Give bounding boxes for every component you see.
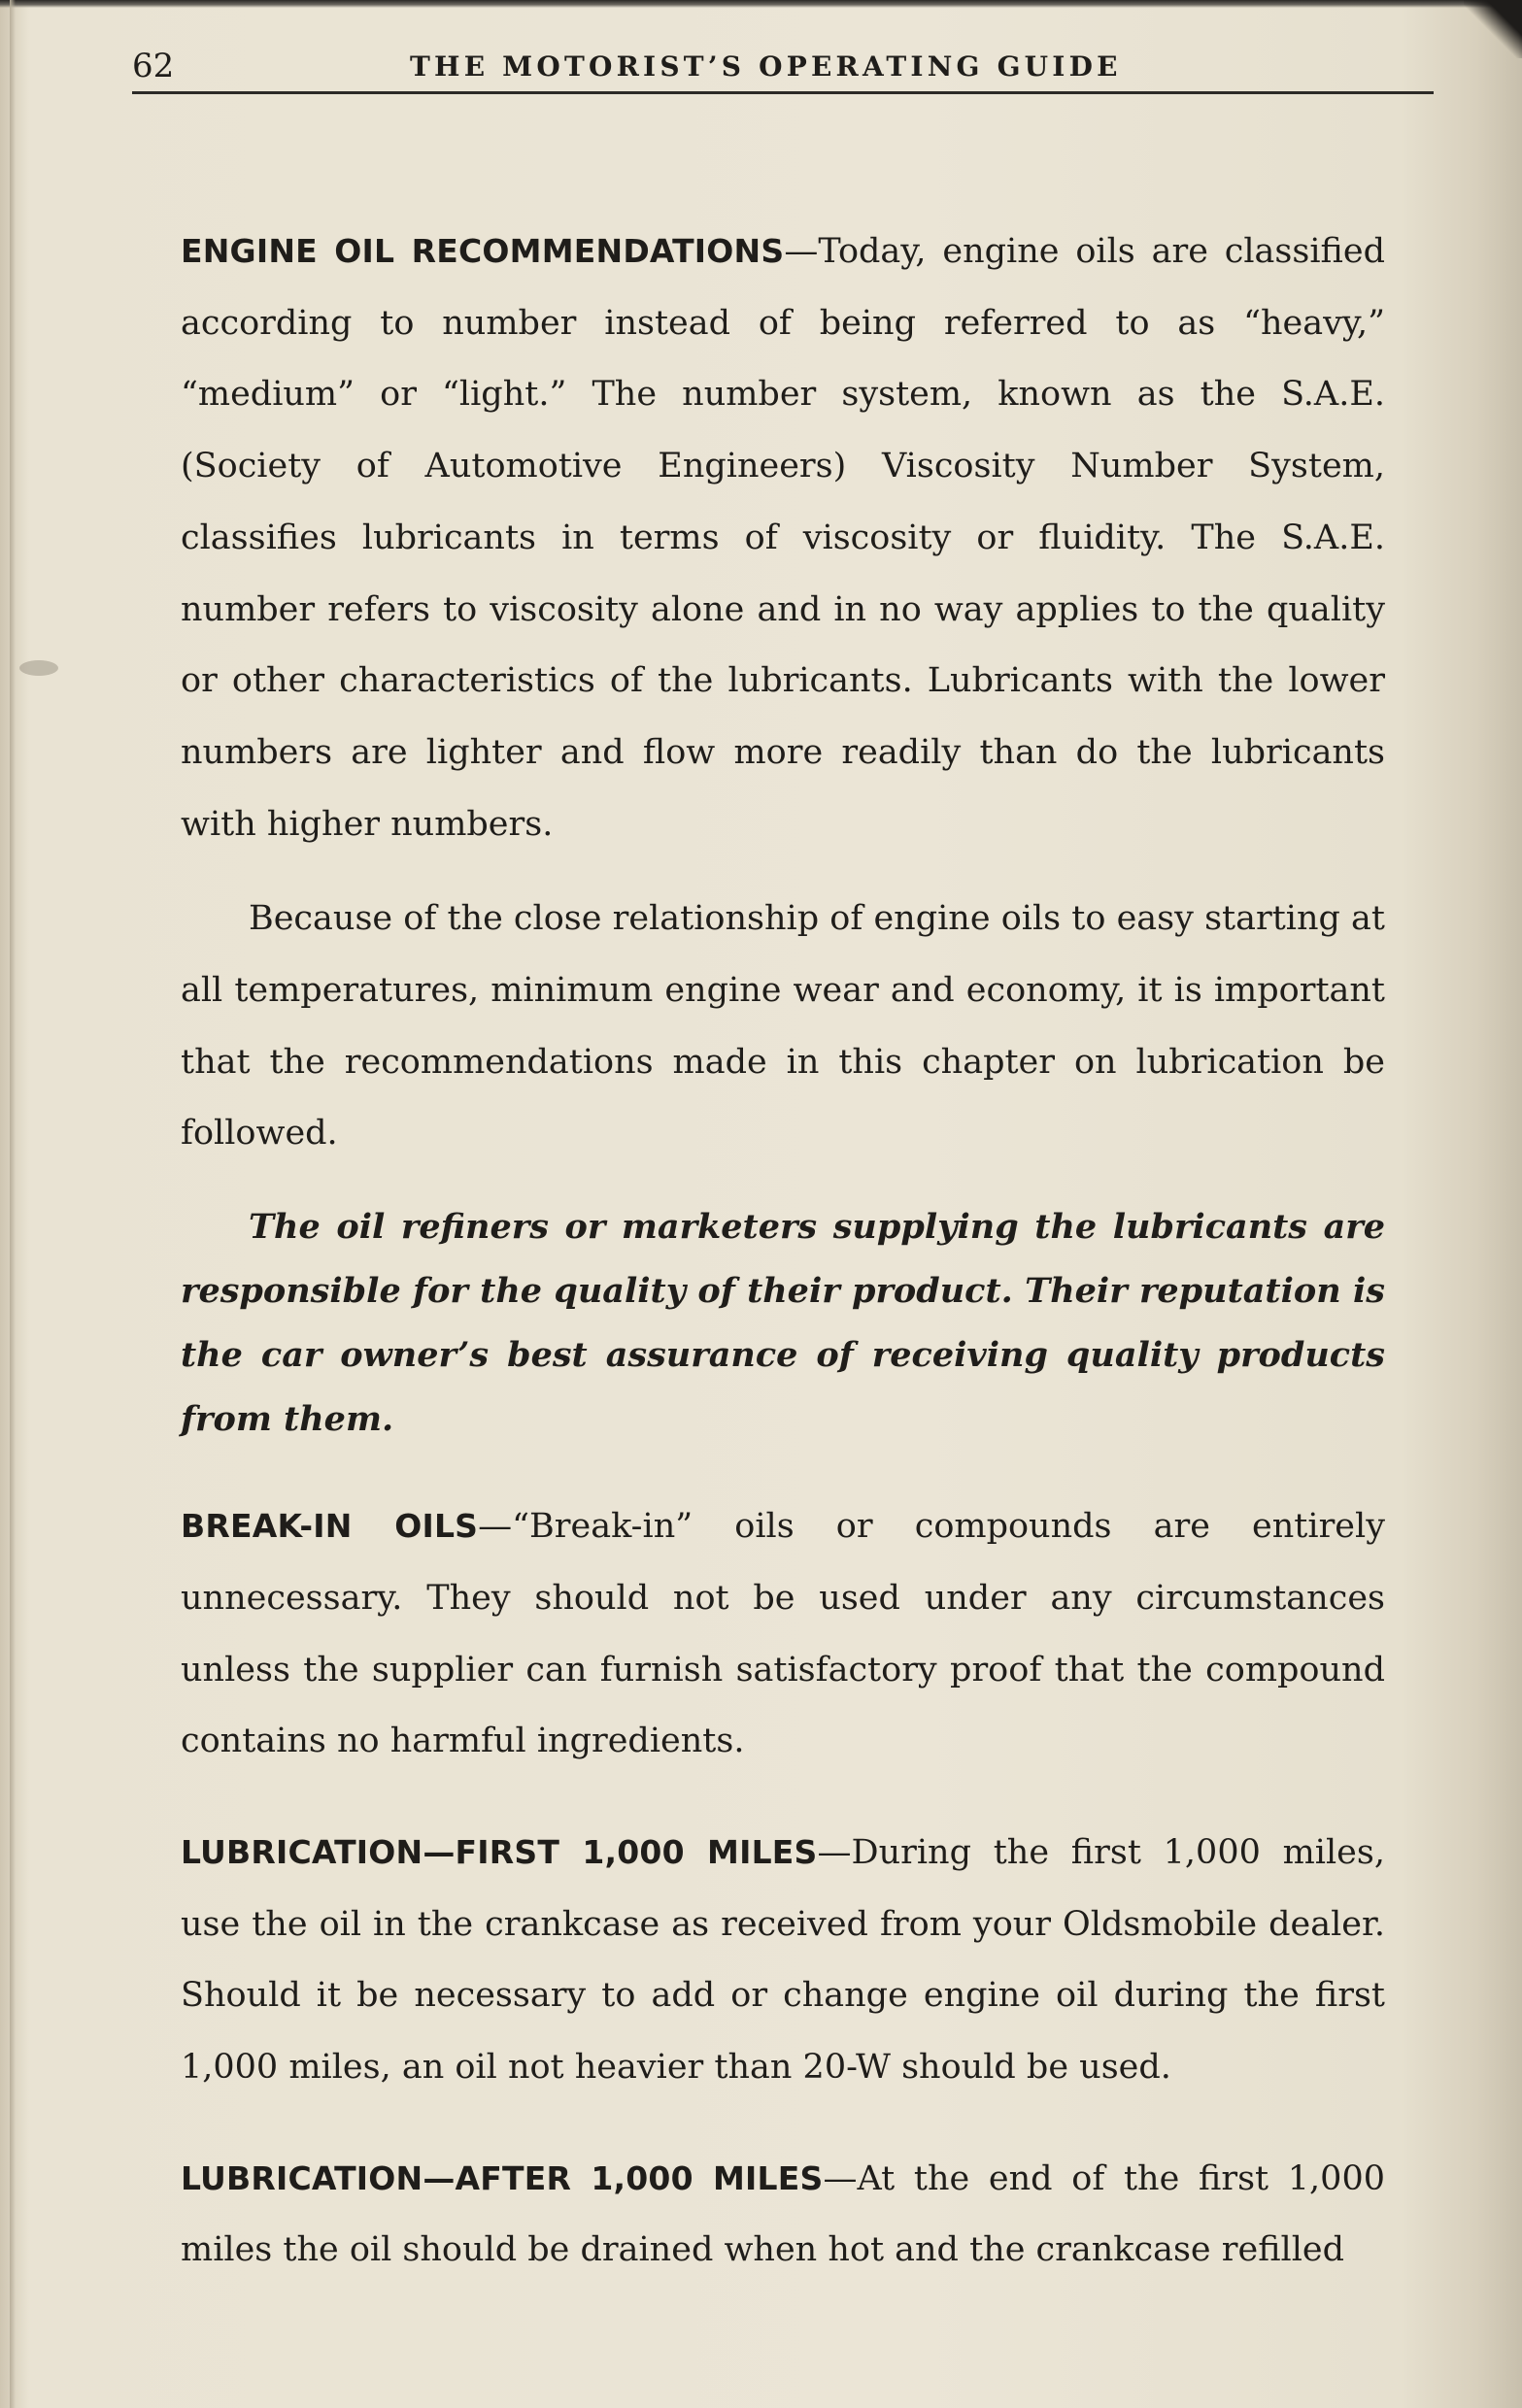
paragraph-text: The oil refiners or marketers supplying the lubricants are responsible for the quality of their product. Their reputation is the car owner’s best assurance of receiving quality products from them. [181, 1207, 1385, 1440]
page-number: 62 [132, 47, 175, 85]
paragraph-text: —During the first 1,000 miles, use the oil in the crankcase as received from your Oldsmobile dealer. Should it be necessary to add or change engine oil during the first 1,000 miles, an oil not heavier than 20-W should be used. [181, 1832, 1385, 2088]
run-in-heading: LUBRICATION—FIRST 1,000 MILES [181, 1832, 818, 1871]
paragraph-text: —“Break-in” oils or compounds are entirely unnecessary. They should not be used under any circumstances unless the supplier can furnish satisfactory proof that the compound contains no harmful ingredients. [181, 1507, 1385, 1761]
paragraph-lubrication-first-1000 [181, 1817, 1385, 2104]
paragraph-text: —Today, engine oils are classified according to number instead of being referred to as “heavy,” “medium” or “light.” The number system, known as the S.A.E. (Society of Automotive Engineers) Viscosity Number System, classifies lubricants in terms of viscosity or fluidity. The S.A.E. number refers to viscosity alone and in no way applies to the quality or other characteristics of the lubricants. Lubricants with the lower numbers are lighter and flow more readily than do the lubricants with higher numbers. [181, 232, 1385, 844]
header-rule [132, 91, 1434, 94]
paragraph-text: —At the end of the first 1,000 miles the oil should be drained when hot and the crankcase refilled [181, 2158, 1385, 2270]
page-body [181, 216, 1385, 2287]
paragraph-engine-oil-recommendations [181, 216, 1385, 860]
paper-stain [19, 660, 58, 676]
paragraph-lubrication-after-1000 [181, 2143, 1385, 2287]
paragraph-oil-refiners-italic [181, 1195, 1385, 1452]
paragraph-text: Because of the close relationship of engine oils to easy starting at all temperatures, minimum engine wear and economy, it is important that the recommendations made in this chapter on lubrication be followed. [181, 899, 1385, 1154]
paragraph-break-in-oils [181, 1490, 1385, 1778]
run-in-heading: BREAK-IN OILS [181, 1507, 479, 1546]
run-in-heading: LUBRICATION—AFTER 1,000 MILES [181, 2158, 824, 2197]
page-header [132, 47, 1434, 95]
page-left-edge-shadow [10, 0, 16, 2408]
run-in-heading: ENGINE OIL RECOMMENDATIONS [181, 232, 785, 270]
paragraph-close-relationship [181, 884, 1385, 1170]
running-title: THE MOTORIST’S OPERATING GUIDE [410, 50, 1122, 83]
